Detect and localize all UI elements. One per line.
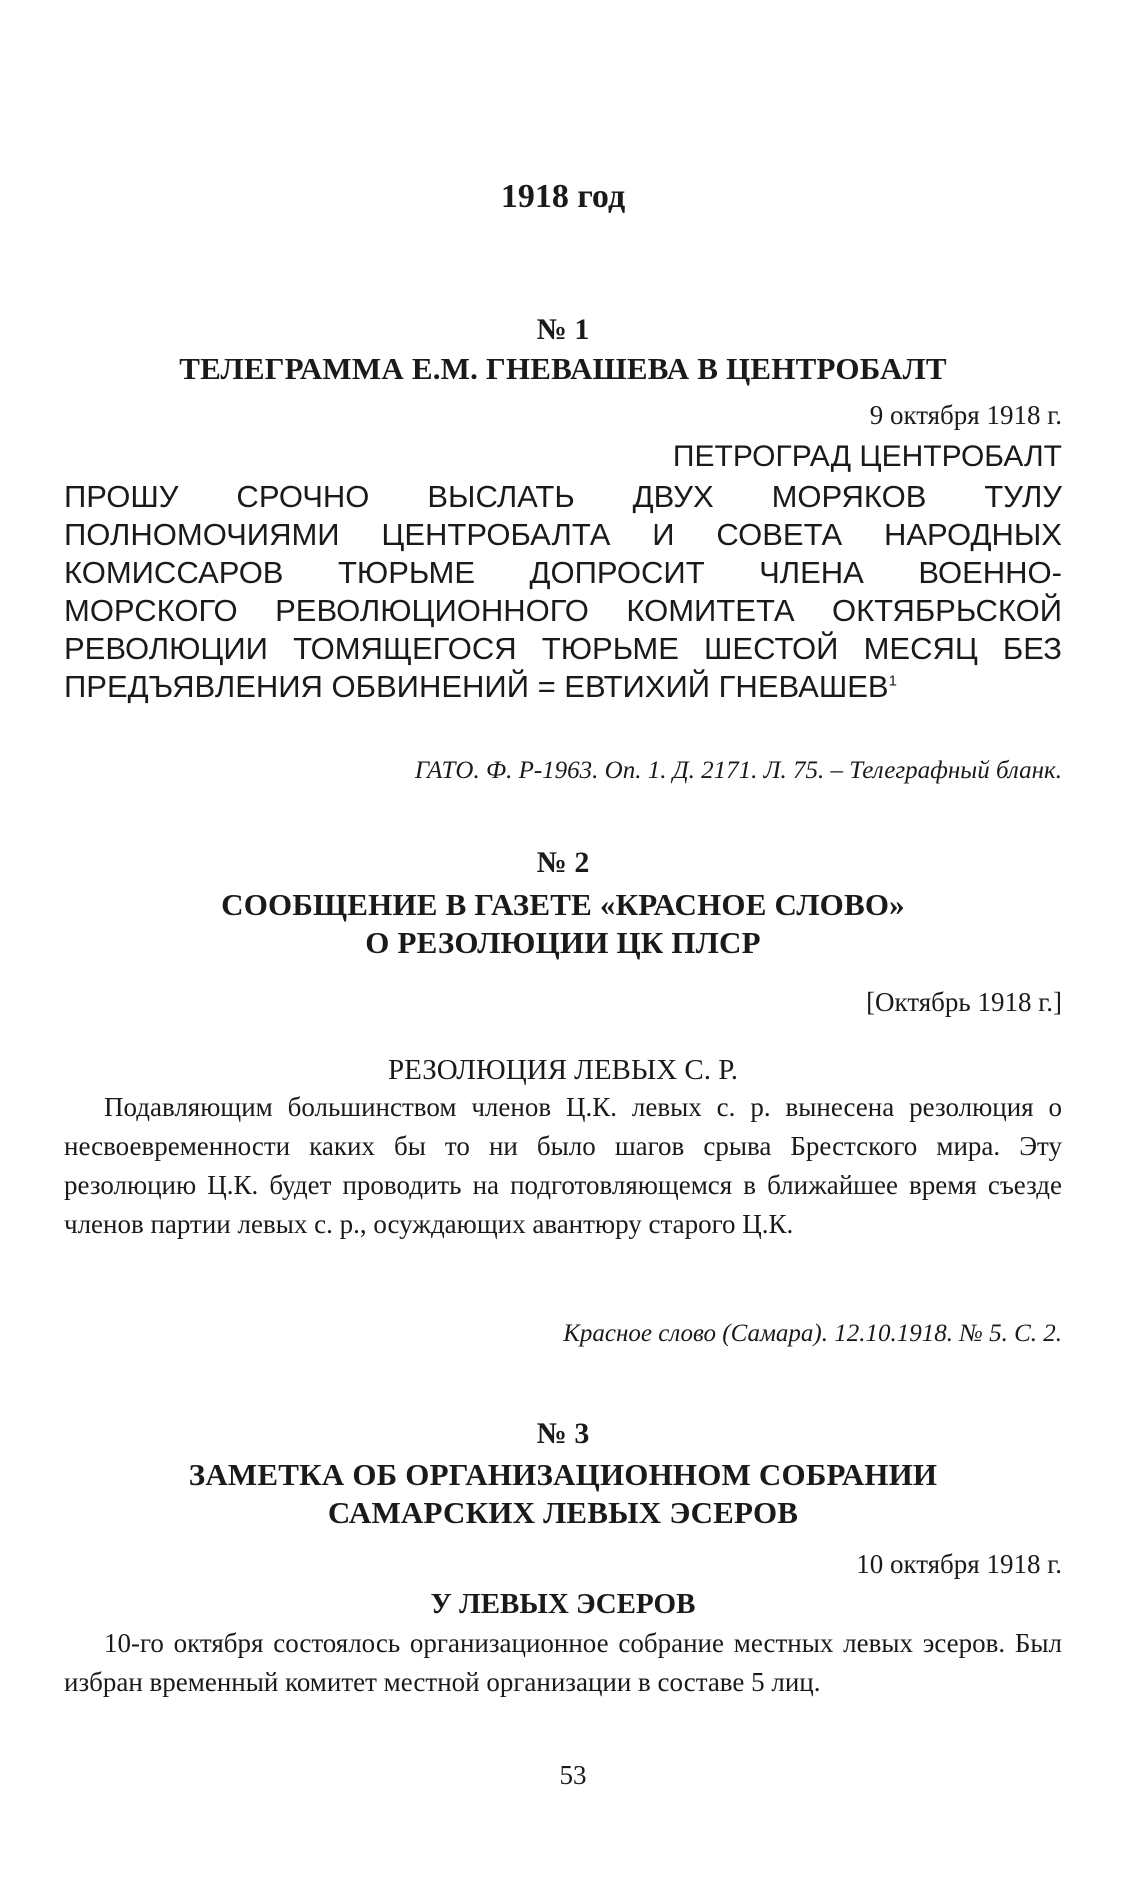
doc2-paragraph: Подавляющим большинством членов Ц.К. левых с. р. вынесена резолюция о несвоевременности каких бы то ни было шагов срыва Брестского мира. Эту резолюцию Ц.К. будет проводить на подготовляющемся в ближайшее время съезде членов партии левых с. р., осуждающих авантюру старого Ц.К.	[64, 1092, 1062, 1239]
footnote-mark: 1	[888, 672, 897, 690]
doc1-title: ТЕЛЕГРАММА Е.М. ГНЕВАШЕВА В ЦЕНТРОБАЛТ	[179, 351, 947, 386]
doc3-subheading: У ЛЕВЫХ ЭСЕРОВ	[430, 1588, 696, 1620]
doc2-title-line2: О РЕЗОЛЮЦИИ ЦК ПЛСР	[365, 925, 761, 960]
doc3-paragraph: 10-го октября состоялось организационное собрание местных левых эсеров. Был избран временный комитет местной организации в составе 5 лиц.	[64, 1628, 1062, 1697]
doc3-date: 10 октября 1918 г.	[856, 1549, 1062, 1579]
doc3-number: № 3	[536, 1417, 590, 1450]
doc2-number: № 2	[536, 846, 590, 879]
year-heading: 1918 год	[500, 178, 626, 215]
telegram-line: ПРОШУ СРОЧНО ВЫСЛАТЬ ДВУХ МОРЯКОВ ТУЛУ	[64, 479, 1062, 514]
doc2-date: [Октябрь 1918 г.]	[866, 987, 1062, 1017]
telegram-line-last	[64, 668, 1062, 706]
telegram-line: ПОЛНОМОЧИЯМИ ЦЕНТРОБАЛТА И СОВЕТА НАРОДНЫХ	[64, 517, 1062, 552]
telegram-line: ПРЕДЪЯВЛЕНИЯ ОБВИНЕНИЙ = ЕВТИХИЙ ГНЕВАШЕВ	[64, 669, 889, 704]
doc1-number: № 1	[536, 313, 590, 346]
doc1-source: ГАТО. Ф. Р-1963. Оп. 1. Д. 2171. Л. 75. – Телеграфный бланк.	[414, 757, 1062, 784]
telegram-line: МОРСКОГО РЕВОЛЮЦИОННОГО КОМИТЕТА ОКТЯБРЬСКОЙ	[64, 593, 1062, 628]
doc2-body	[64, 1088, 1062, 1244]
doc3-title-line2: САМАРСКИХ ЛЕВЫХ ЭСЕРОВ	[327, 1495, 799, 1530]
telegram-line: КОМИССАРОВ ТЮРЬМЕ ДОПРОСИТ ЧЛЕНА ВОЕННО-	[64, 555, 1062, 590]
telegram-line: РЕВОЛЮЦИИ ТОМЯЩЕГОСЯ ТЮРЬМЕ ШЕСТОЙ МЕСЯЦ БЕЗ	[64, 631, 1062, 666]
doc2-title-line1: СООБЩЕНИЕ В ГАЗЕТЕ «КРАСНОЕ СЛОВО»	[221, 887, 905, 922]
doc3-body	[64, 1624, 1062, 1702]
doc2-source: Красное слово (Самара). 12.10.1918. № 5. С. 2.	[563, 1320, 1062, 1347]
doc3-title-line1: ЗАМЕТКА ОБ ОРГАНИЗАЦИОННОМ СОБРАНИИ	[188, 1457, 938, 1492]
page-number: 53	[559, 1760, 587, 1790]
doc1-date: 9 октября 1918 г.	[869, 400, 1062, 430]
doc2-subheading: РЕЗОЛЮЦИЯ ЛЕВЫХ С. Р.	[388, 1054, 738, 1086]
doc1-addressee: ПЕТРОГРАД ЦЕНТРОБАЛТ	[672, 440, 1062, 473]
doc1-telegram-body	[64, 478, 1062, 706]
